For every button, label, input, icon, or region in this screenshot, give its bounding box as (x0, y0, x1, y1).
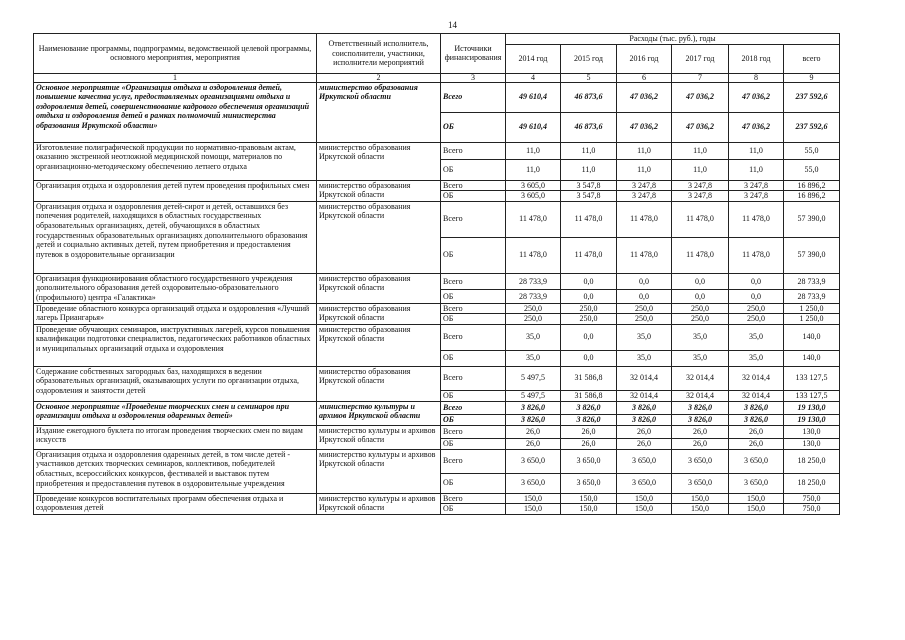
year-value: 26,0 (729, 438, 784, 449)
year-value: 11,0 (672, 142, 729, 159)
total-value: 16 896,2 (784, 191, 840, 202)
table-row (34, 401, 840, 414)
year-value: 11,0 (506, 142, 561, 159)
year-value: 3 247,8 (729, 180, 784, 191)
year-value: 11 478,0 (561, 237, 617, 273)
year-value: 3 826,0 (506, 414, 561, 425)
year-value: 32 014,4 (617, 366, 672, 390)
year-value: 0,0 (729, 273, 784, 289)
funding-source: ОБ (441, 350, 506, 366)
funding-source: ОБ (441, 414, 506, 425)
year-value: 46 873,6 (561, 112, 617, 142)
year-value: 26,0 (506, 425, 561, 438)
total-value: 55,0 (784, 142, 840, 159)
funding-source: Всего (441, 366, 506, 390)
year-value: 250,0 (729, 314, 784, 325)
year-value: 32 014,4 (672, 366, 729, 390)
year-value: 3 247,8 (617, 180, 672, 191)
funding-source: Всего (441, 142, 506, 159)
year-value: 32 014,4 (672, 390, 729, 401)
total-value: 750,0 (784, 493, 840, 504)
total-value: 28 733,9 (784, 273, 840, 289)
col-number: 2 (317, 73, 441, 82)
year-value: 28 733,9 (506, 290, 561, 303)
funding-source: ОБ (441, 473, 506, 493)
year-value: 150,0 (617, 493, 672, 504)
year-value: 26,0 (561, 438, 617, 449)
year-value: 3 826,0 (729, 401, 784, 414)
header-year: 2017 год (672, 44, 729, 73)
funding-source: Всего (441, 401, 506, 414)
year-value: 28 733,9 (506, 273, 561, 289)
year-value: 250,0 (672, 314, 729, 325)
total-value: 19 130,0 (784, 414, 840, 425)
year-value: 3 826,0 (672, 401, 729, 414)
col-number: 6 (617, 73, 672, 82)
year-value: 3 247,8 (672, 180, 729, 191)
year-value: 3 605,0 (506, 180, 561, 191)
year-value: 150,0 (729, 493, 784, 504)
year-value: 47 036,2 (672, 82, 729, 112)
total-value: 140,0 (784, 350, 840, 366)
year-value: 3 826,0 (672, 414, 729, 425)
responsible-executor: министерство образования Иркутской области (317, 142, 441, 180)
activity-name: Организация отдыха и оздоровления детей-сирот и детей, оставшихся без попечения родителей, находящихся в областных государственных образовательных организациях, детей, обучающихся в областных государственных образовательных организациях дополнительного образования детей и социально активных детей, путем приобретения и предоставления путевок в оздоровительные организации (34, 201, 317, 273)
funding-source: ОБ (441, 314, 506, 325)
funding-source: Всего (441, 82, 506, 112)
responsible-executor: министерство образования Иркутской области (317, 273, 441, 303)
year-value: 49 610,4 (506, 82, 561, 112)
funding-source: ОБ (441, 290, 506, 303)
year-value: 3 650,0 (672, 473, 729, 493)
total-value: 19 130,0 (784, 401, 840, 414)
year-value: 150,0 (506, 493, 561, 504)
year-value: 26,0 (672, 425, 729, 438)
funding-source: ОБ (441, 237, 506, 273)
activity-name: Проведение областного конкурса организаций отдыха и оздоровления «Лучший лагерь Приангарья» (34, 303, 317, 324)
year-value: 0,0 (672, 290, 729, 303)
table-row (34, 273, 840, 289)
responsible-executor: министерство культуры и архивов Иркутской области (317, 493, 441, 514)
year-value: 0,0 (561, 324, 617, 350)
year-value: 11,0 (506, 159, 561, 180)
funding-source: Всего (441, 303, 506, 314)
funding-source: ОБ (441, 159, 506, 180)
year-value: 11 478,0 (617, 201, 672, 237)
total-value: 18 250,0 (784, 449, 840, 473)
activity-name: Организация функционирования областного государственного учреждения дополнительного образования детей оздоровительно-образовательного (профильного) центра «Галактика» (34, 273, 317, 303)
year-value: 3 650,0 (561, 449, 617, 473)
year-value: 49 610,4 (506, 112, 561, 142)
expenses-table (33, 33, 840, 515)
total-value: 130,0 (784, 438, 840, 449)
year-value: 0,0 (617, 290, 672, 303)
header-total: всего (784, 44, 840, 73)
funding-source: Всего (441, 493, 506, 504)
responsible-executor: министерство образования Иркутской области (317, 324, 441, 366)
activity-name: Содержание собственных загородных баз, находящихся в ведении образовательных организаций, оказывающих услуги по организации отдыха, оздоровления и занятости детей (34, 366, 317, 401)
funding-source: Всего (441, 425, 506, 438)
header-sources: Источники финансирования (441, 34, 506, 74)
col-number: 3 (441, 73, 506, 82)
year-value: 47 036,2 (617, 112, 672, 142)
activity-name: Организация отдыха и оздоровления одаренных детей, в том числе детей - участников детских творческих семинаров, коллективов, победителей областных, всероссийских конкурсов, фестивалей и выставок путем приобретения и предоставления путевок в оздоровительные учреждения (34, 449, 317, 493)
header-year: 2014 год (506, 44, 561, 73)
year-value: 11,0 (561, 159, 617, 180)
header-year: 2018 год (729, 44, 784, 73)
year-value: 150,0 (672, 504, 729, 515)
funding-source: Всего (441, 180, 506, 191)
year-value: 26,0 (617, 438, 672, 449)
year-value: 11,0 (729, 159, 784, 180)
year-value: 0,0 (617, 273, 672, 289)
year-value: 3 247,8 (729, 191, 784, 202)
year-value: 250,0 (729, 303, 784, 314)
year-value: 3 650,0 (672, 449, 729, 473)
year-value: 3 826,0 (506, 401, 561, 414)
year-value: 11,0 (672, 159, 729, 180)
year-value: 26,0 (506, 438, 561, 449)
year-value: 11 478,0 (672, 201, 729, 237)
year-value: 0,0 (561, 350, 617, 366)
year-value: 32 014,4 (617, 390, 672, 401)
table-row (34, 493, 840, 504)
total-value: 1 250,0 (784, 303, 840, 314)
total-value: 16 896,2 (784, 180, 840, 191)
year-value: 3 826,0 (561, 401, 617, 414)
funding-source: ОБ (441, 504, 506, 515)
year-value: 3 826,0 (617, 414, 672, 425)
activity-name: Изготовление полиграфической продукции по нормативно-правовым актам, оказанию экстренной неотложной медицинской помощи, материалов по организационно-методическому обеспечению летнего отдыха (34, 142, 317, 180)
year-value: 3 605,0 (506, 191, 561, 202)
funding-source: ОБ (441, 191, 506, 202)
year-value: 47 036,2 (617, 82, 672, 112)
activity-name: Основное мероприятие «Проведение творческих смен и семинаров при организации отдыха и оздоровления одаренных детей» (34, 401, 317, 425)
year-value: 35,0 (729, 324, 784, 350)
year-value: 0,0 (561, 290, 617, 303)
year-value: 11 478,0 (729, 201, 784, 237)
responsible-executor: министерство образования Иркутской области (317, 366, 441, 401)
year-value: 3 650,0 (729, 449, 784, 473)
year-value: 26,0 (561, 425, 617, 438)
year-value: 150,0 (729, 504, 784, 515)
year-value: 35,0 (729, 350, 784, 366)
total-value: 1 250,0 (784, 314, 840, 325)
year-value: 11 478,0 (506, 201, 561, 237)
year-value: 3 650,0 (561, 473, 617, 493)
total-value: 237 592,6 (784, 112, 840, 142)
total-value: 140,0 (784, 324, 840, 350)
year-value: 150,0 (561, 493, 617, 504)
year-value: 3 547,8 (561, 180, 617, 191)
year-value: 35,0 (672, 350, 729, 366)
responsible-executor: министерство образования Иркутской области (317, 82, 441, 142)
col-number: 4 (506, 73, 561, 82)
year-value: 0,0 (729, 290, 784, 303)
year-value: 5 497,5 (506, 366, 561, 390)
funding-source: Всего (441, 324, 506, 350)
funding-source: ОБ (441, 390, 506, 401)
table-row (34, 201, 840, 237)
year-value: 11 478,0 (729, 237, 784, 273)
year-value: 31 586,8 (561, 366, 617, 390)
responsible-executor: министерство образования Иркутской области (317, 180, 441, 201)
header-year: 2016 год (617, 44, 672, 73)
activity-name: Издание ежегодного буклета по итогам проведения творческих смен по видам искусств (34, 425, 317, 449)
year-value: 31 586,8 (561, 390, 617, 401)
year-value: 26,0 (672, 438, 729, 449)
table-row (34, 180, 840, 191)
year-value: 32 014,4 (729, 366, 784, 390)
col-number: 5 (561, 73, 617, 82)
col-number: 8 (729, 73, 784, 82)
total-value: 750,0 (784, 504, 840, 515)
year-value: 26,0 (617, 425, 672, 438)
funding-source: ОБ (441, 438, 506, 449)
header-responsible: Ответственный исполнитель, соисполнители, участники, исполнители мероприятий (317, 34, 441, 74)
funding-source: ОБ (441, 112, 506, 142)
year-value: 11 478,0 (506, 237, 561, 273)
year-value: 11,0 (561, 142, 617, 159)
total-value: 133 127,5 (784, 390, 840, 401)
responsible-executor: министерство образования Иркутской области (317, 303, 441, 324)
col-number: 7 (672, 73, 729, 82)
year-value: 3 247,8 (672, 191, 729, 202)
table-body (34, 82, 840, 514)
total-value: 18 250,0 (784, 473, 840, 493)
year-value: 11 478,0 (617, 237, 672, 273)
year-value: 35,0 (617, 350, 672, 366)
year-value: 3 247,8 (617, 191, 672, 202)
activity-name: Проведение конкурсов воспитательных программ обеспечения отдыха и оздоровления детей (34, 493, 317, 514)
year-value: 250,0 (561, 303, 617, 314)
header-name: Наименование программы, подпрограммы, ведомственной целевой программы, основного мероприятия, мероприятия (34, 34, 317, 74)
table-row (34, 324, 840, 350)
header-year: 2015 год (561, 44, 617, 73)
total-value: 133 127,5 (784, 366, 840, 390)
year-value: 35,0 (672, 324, 729, 350)
responsible-executor: министерство культуры и архивов Иркутской области (317, 449, 441, 493)
year-value: 11 478,0 (672, 237, 729, 273)
table-row (34, 366, 840, 390)
year-value: 0,0 (561, 273, 617, 289)
year-value: 3 826,0 (729, 414, 784, 425)
total-value: 55,0 (784, 159, 840, 180)
funding-source: Всего (441, 273, 506, 289)
total-value: 130,0 (784, 425, 840, 438)
year-value: 150,0 (506, 504, 561, 515)
year-value: 11,0 (617, 142, 672, 159)
year-value: 32 014,4 (729, 390, 784, 401)
year-value: 47 036,2 (672, 112, 729, 142)
year-value: 3 650,0 (729, 473, 784, 493)
total-value: 237 592,6 (784, 82, 840, 112)
year-value: 11,0 (729, 142, 784, 159)
total-value: 28 733,9 (784, 290, 840, 303)
year-value: 3 650,0 (506, 473, 561, 493)
activity-name: Проведение обучающих семинаров, инструктивных лагерей, курсов повышения квалификации подготовки специалистов, педагогических работников областных и муниципальных организаций отдыха и оздоровления (34, 324, 317, 366)
year-value: 3 826,0 (617, 401, 672, 414)
year-value: 5 497,5 (506, 390, 561, 401)
year-value: 3 650,0 (506, 449, 561, 473)
year-value: 0,0 (672, 273, 729, 289)
table-row (34, 82, 840, 112)
responsible-executor: министерство культуры и архивов Иркутской области (317, 425, 441, 449)
funding-source: Всего (441, 201, 506, 237)
total-value: 57 390,0 (784, 201, 840, 237)
year-value: 150,0 (561, 504, 617, 515)
year-value: 150,0 (617, 504, 672, 515)
year-value: 3 826,0 (561, 414, 617, 425)
responsible-executor: министерство культуры и архивов Иркутской области (317, 401, 441, 425)
year-value: 250,0 (561, 314, 617, 325)
table-row (34, 303, 840, 314)
year-value: 3 547,8 (561, 191, 617, 202)
col-number: 9 (784, 73, 840, 82)
year-value: 250,0 (506, 314, 561, 325)
year-value: 3 650,0 (617, 473, 672, 493)
total-value: 57 390,0 (784, 237, 840, 273)
year-value: 250,0 (617, 314, 672, 325)
year-value: 11,0 (617, 159, 672, 180)
year-value: 250,0 (617, 303, 672, 314)
year-value: 250,0 (506, 303, 561, 314)
year-value: 47 036,2 (729, 82, 784, 112)
page-number: 14 (448, 20, 457, 30)
activity-name: Организация отдыха и оздоровления детей путем проведения профильных смен (34, 180, 317, 201)
year-value: 35,0 (506, 350, 561, 366)
table-row (34, 142, 840, 159)
col-number: 1 (34, 73, 317, 82)
header-expenses: Расходы (тыс. руб.), годы (506, 34, 840, 45)
year-value: 250,0 (672, 303, 729, 314)
year-value: 26,0 (729, 425, 784, 438)
year-value: 35,0 (506, 324, 561, 350)
funding-source: Всего (441, 449, 506, 473)
year-value: 46 873,6 (561, 82, 617, 112)
table-row (34, 425, 840, 438)
year-value: 35,0 (617, 324, 672, 350)
table-row (34, 449, 840, 473)
year-value: 47 036,2 (729, 112, 784, 142)
year-value: 150,0 (672, 493, 729, 504)
responsible-executor: министерство образования Иркутской области (317, 201, 441, 273)
activity-name: Основное мероприятие «Организация отдыха и оздоровления детей, повышение качества услуг, предоставляемых организациями отдыха и оздоровления детей, совершенствование кадрового обеспечения организаций отдыха и оздоровления детей в рамках полномочий министерства образования Иркутской области» (34, 82, 317, 142)
year-value: 3 650,0 (617, 449, 672, 473)
year-value: 11 478,0 (561, 201, 617, 237)
